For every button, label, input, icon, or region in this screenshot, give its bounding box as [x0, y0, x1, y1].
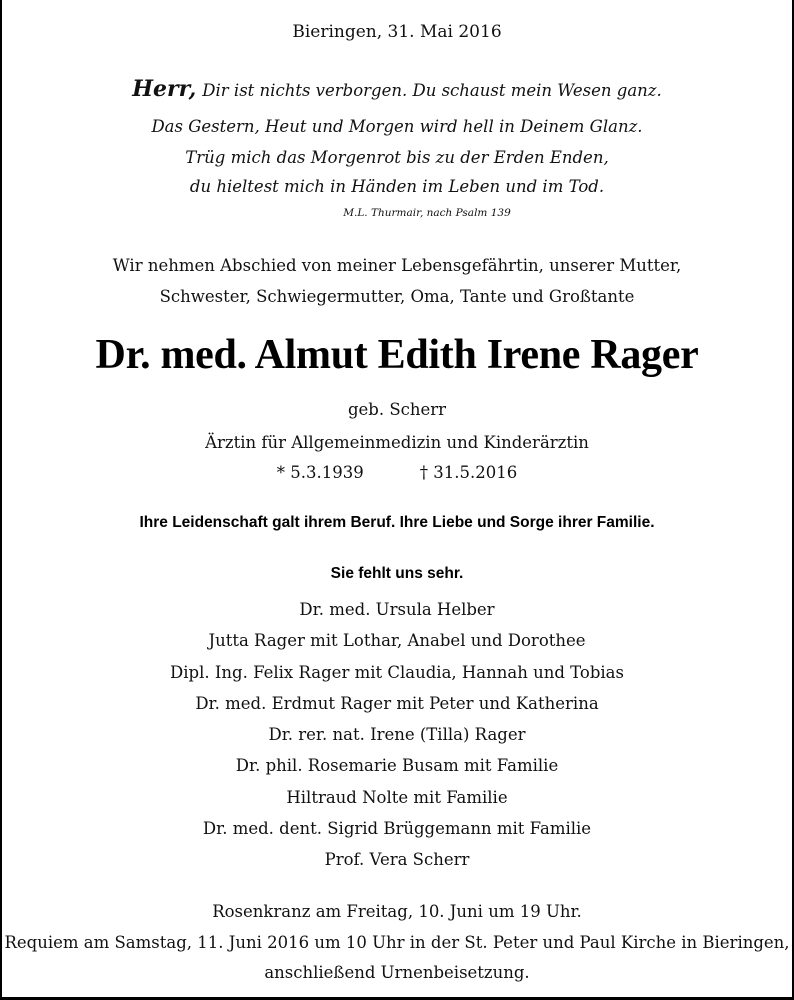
verse-line-2: Das Gestern, Heut und Morgen wird hell in Deinem Glanz.	[151, 117, 643, 136]
profession: Ärztin für Allgemeinmedizin und Kinderärztin	[205, 433, 589, 452]
intro-line-1: Wir nehmen Abschied von meiner Lebensgefährtin, unserer Mutter,	[112, 256, 682, 275]
deceased-name: Dr. med. Almut Edith Irene Rager	[95, 332, 699, 378]
mourner: Dr. med. dent. Sigrid Brüggemann mit Familie	[202, 819, 592, 839]
missed-line: Sie fehlt uns sehr.	[330, 565, 464, 582]
verse-line-3: Trüg mich das Morgenrot bis zu der Erden Enden,	[185, 148, 609, 167]
mourner: Dr. phil. Rosemarie Busam mit Familie	[235, 756, 559, 776]
mourner: Dr. med. Ursula Helber	[299, 600, 495, 619]
verse-line-4: du hieltest mich in Händen im Leben und im Tod.	[189, 177, 605, 196]
mourner: Dipl. Ing. Felix Rager mit Claudia, Hannah und Tobias	[170, 662, 624, 682]
mourner: Dr. med. Erdmut Rager mit Peter und Katherina	[195, 693, 599, 713]
mourner: Prof. Vera Scherr	[324, 850, 470, 870]
verse-line-1	[2, 76, 792, 102]
intro-line-2: Schwester, Schwiegermutter, Oma, Tante und Großtante	[159, 287, 635, 306]
rosary-info: Rosenkranz am Freitag, 10. Juni um 19 Uhr.	[212, 902, 582, 921]
death-date: † 31.5.2016	[419, 463, 518, 482]
life-dates	[2, 463, 792, 482]
mourner: Dr. rer. nat. Irene (Tilla) Rager	[268, 725, 526, 745]
mourner: Hiltraud Nolte mit Familie	[286, 787, 508, 807]
birth-name: geb. Scherr	[347, 400, 447, 419]
mourner: Jutta Rager mit Lothar, Anabel und Dorothee	[208, 631, 586, 651]
verse-line-1-text: Dir ist nichts verborgen. Du schaust mein Wesen ganz.	[202, 81, 662, 100]
mourners-list	[2, 594, 792, 876]
requiem-info: Requiem am Samstag, 11. Juni 2016 um 10 Uhr in der St. Peter und Paul Kirche in Bieringen,	[4, 933, 790, 952]
verse-opening-word: Herr,	[132, 76, 197, 102]
place-date: Bieringen, 31. Mai 2016	[292, 22, 502, 42]
verse-source: M.L. Thurmair, nach Psalm 139	[343, 207, 511, 219]
burial-info: anschließend Urnenbeisetzung.	[264, 963, 530, 982]
birth-date: * 5.3.1939	[276, 463, 364, 482]
motto: Ihre Leidenschaft galt ihrem Beruf. Ihre Liebe und Sorge ihrer Familie.	[139, 514, 655, 531]
